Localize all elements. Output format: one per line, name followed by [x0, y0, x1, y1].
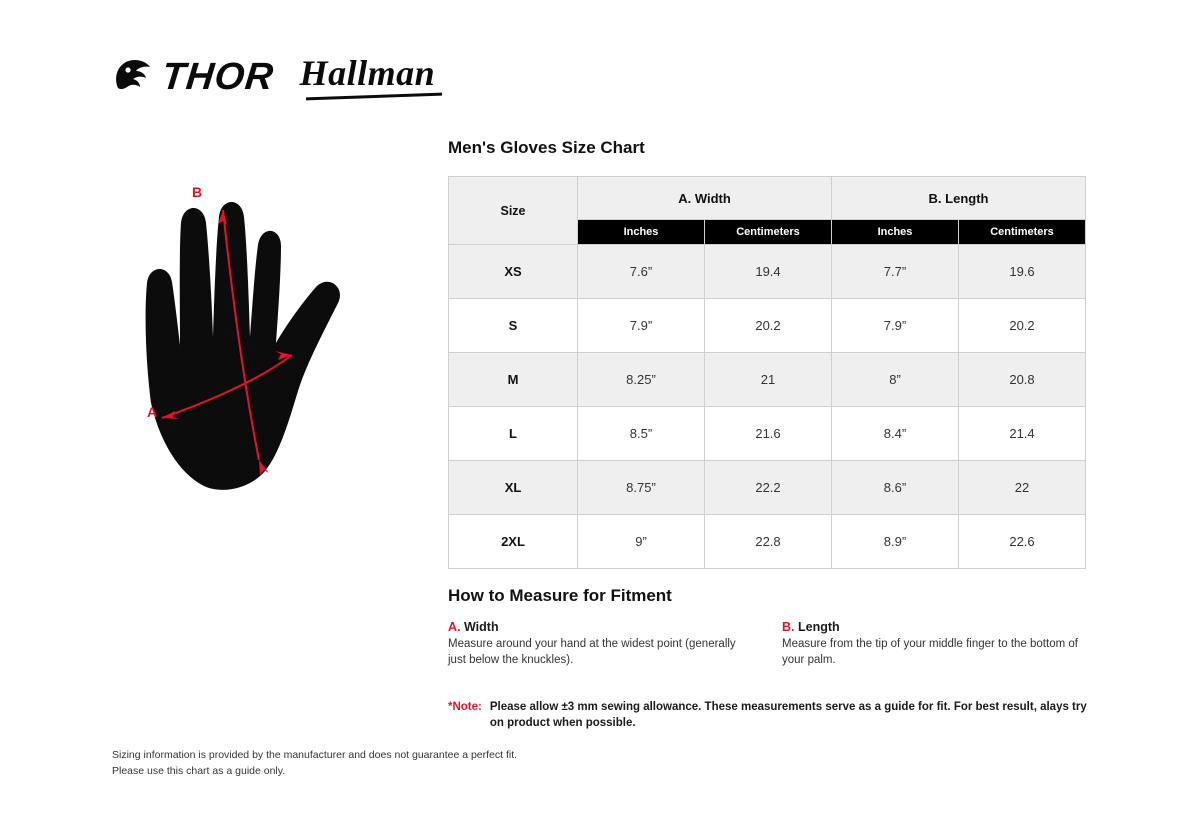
footnote-line-2: Please use this chart as a guide only. [112, 764, 286, 777]
note-text: Please allow ±3 mm sewing allowance. These measurements serve as a guide for fit. For best result, alays try on product when possible. [489, 701, 1087, 729]
how-to-measure-length [782, 620, 1082, 668]
cell-width-inches: 7.9” [578, 299, 705, 353]
table-row [449, 461, 1086, 515]
cell-length-inches: 7.9” [832, 299, 959, 353]
col-header-length: B. Length [832, 177, 1086, 220]
col-header-length-cm: Centimeters [959, 220, 1086, 245]
table-row [449, 407, 1086, 461]
col-header-width: A. Width [578, 177, 832, 220]
how-to-width-heading [448, 620, 748, 634]
col-header-width-inches: Inches [578, 220, 705, 245]
cell-width-inches: 8.5” [578, 407, 705, 461]
cell-length-inches: 8.6” [832, 461, 959, 515]
cell-length-cm: 22.6 [959, 515, 1086, 569]
col-header-width-cm: Centimeters [705, 220, 832, 245]
table-row [449, 299, 1086, 353]
cell-length-inches: 8.4” [832, 407, 959, 461]
how-to-width-text: Measure around your hand at the widest point (generally just below the knuckles). [448, 638, 736, 666]
cell-size: 2XL [449, 515, 578, 569]
col-header-size: Size [449, 177, 578, 245]
table-row [449, 515, 1086, 569]
page-title: Men's Gloves Size Chart [448, 138, 645, 157]
glove-measurement-diagram [110, 165, 430, 525]
size-chart-section [448, 138, 1086, 569]
cell-width-cm: 19.4 [705, 245, 832, 299]
note-block [448, 700, 1088, 731]
cell-width-inches: 7.6” [578, 245, 705, 299]
note-label: *Note: [448, 701, 482, 713]
cell-length-cm: 19.6 [959, 245, 1086, 299]
how-to-length-heading [782, 620, 1082, 634]
col-header-length-inches: Inches [832, 220, 959, 245]
cell-length-inches: 8” [832, 353, 959, 407]
cell-length-cm: 20.8 [959, 353, 1086, 407]
cell-width-cm: 22.8 [705, 515, 832, 569]
cell-size: S [449, 299, 578, 353]
cell-length-cm: 21.4 [959, 407, 1086, 461]
table-row [449, 353, 1086, 407]
cell-size: XL [449, 461, 578, 515]
cell-length-inches: 7.7” [832, 245, 959, 299]
cell-width-inches: 8.75” [578, 461, 705, 515]
how-to-length-name: Length [797, 620, 840, 634]
cell-width-cm: 22.2 [705, 461, 832, 515]
diagram-label-b: B [192, 184, 203, 200]
cell-length-cm: 20.2 [959, 299, 1086, 353]
thor-helmet-icon [112, 54, 158, 100]
how-to-width-letter: A. [448, 620, 461, 634]
cell-size: L [449, 407, 578, 461]
how-to-measure-section [448, 586, 1088, 668]
brand-logos [112, 52, 435, 100]
how-to-length-letter: B. [782, 620, 795, 634]
how-to-length-text: Measure from the tip of your middle finger to the bottom of your palm. [782, 638, 1078, 666]
diagram-label-a: A [147, 404, 158, 420]
cell-width-cm: 21.6 [705, 407, 832, 461]
how-to-measure-width [448, 620, 748, 668]
cell-width-inches: 8.25” [578, 353, 705, 407]
thor-wordmark: THOR [159, 55, 276, 98]
cell-width-cm: 21 [705, 353, 832, 407]
cell-size: M [449, 353, 578, 407]
cell-width-inches: 9” [578, 515, 705, 569]
size-chart-table [448, 176, 1086, 569]
hallman-wordmark: Hallman [300, 52, 436, 100]
cell-length-cm: 22 [959, 461, 1086, 515]
footnote-line-1: Sizing information is provided by the manufacturer and does not guarantee a perfect fit. [112, 749, 518, 761]
footnotes [112, 748, 517, 780]
cell-length-inches: 8.9” [832, 515, 959, 569]
cell-size: XS [449, 245, 578, 299]
cell-width-cm: 20.2 [705, 299, 832, 353]
thor-logo [112, 54, 274, 100]
table-row [449, 245, 1086, 299]
how-to-width-name: Width [463, 620, 499, 634]
how-to-measure-title: How to Measure for Fitment [448, 586, 672, 605]
